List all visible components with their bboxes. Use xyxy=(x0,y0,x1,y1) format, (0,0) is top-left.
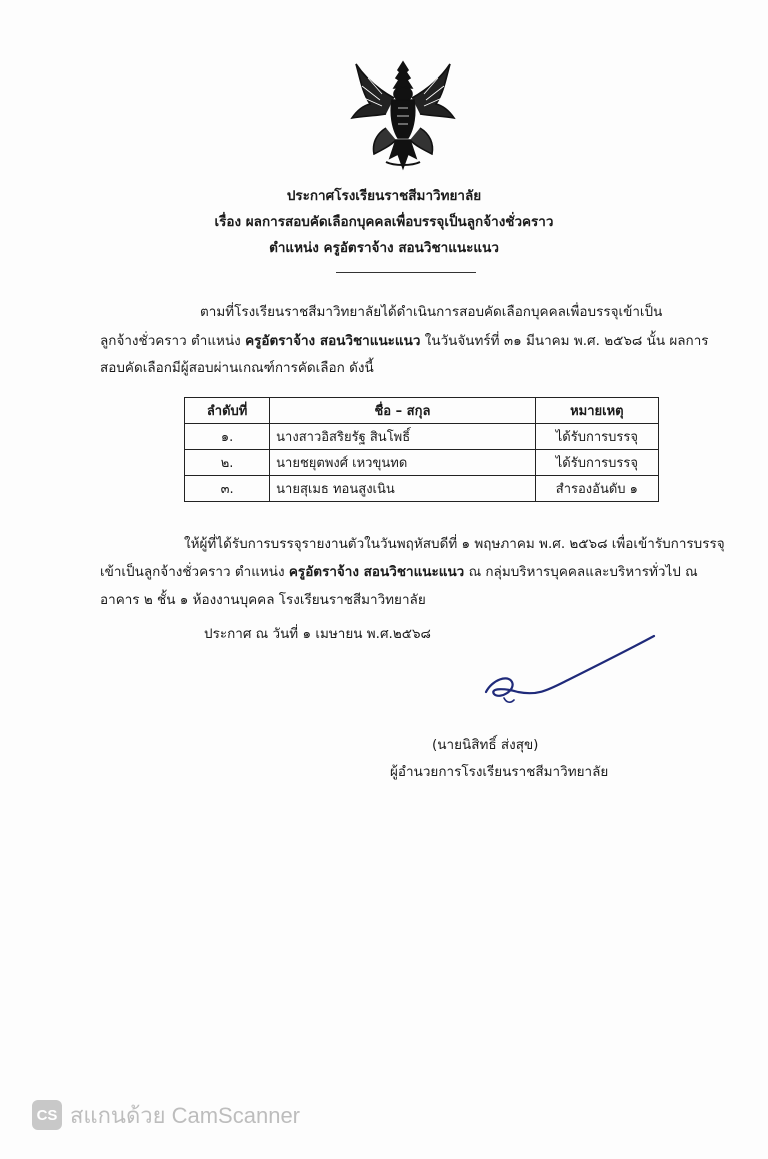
signature-icon xyxy=(478,630,688,710)
report-line-2: เข้าเป็นลูกจ้างชั่วคราว ตำแหน่ง ครูอัตราจ้าง สอนวิชาแนะแนว ณ กลุ่มบริหารบุคคลและบริหารทั่วไป ณ xyxy=(100,564,698,580)
row-name: นายสุเมธ ทอนสูงเนิน xyxy=(270,476,536,502)
camscanner-watermark xyxy=(32,1098,300,1132)
results-table xyxy=(184,397,659,502)
header-note: หมายเหตุ xyxy=(535,398,658,424)
garuda-emblem-icon xyxy=(346,58,460,174)
signatory-name: (นายนิสิทธิ์ ส่งสุข) xyxy=(432,737,539,753)
position-line: ตำแหน่ง ครูอัตราจ้าง สอนวิชาแนะแนว xyxy=(269,240,499,256)
signatory-title: ผู้อำนวยการโรงเรียนราชสีมาวิทยาลัย xyxy=(390,764,609,780)
table-row xyxy=(185,424,659,450)
row-name: นายชยุตพงศ์ เหวขุนทด xyxy=(270,450,536,476)
report-line-3: อาคาร ๒ ชั้น ๑ ห้องงานบุคคล โรงเรียนราชสีมาวิทยาลัย xyxy=(100,592,426,608)
row-number: ๓. xyxy=(185,476,270,502)
table-row xyxy=(185,450,659,476)
report-line-1: ให้ผู้ที่ได้รับการบรรจุรายงานตัวในวันพฤหัสบดีที่ ๑ พฤษภาคม พ.ศ. ๒๕๖๘ เพื่อเข้ารับการบรรจุ xyxy=(184,536,725,552)
intro-line-3: สอบคัดเลือกมีผู้สอบผ่านเกณฑ์การคัดเลือก ดังนี้ xyxy=(100,360,374,376)
intro-line-2: ลูกจ้างชั่วคราว ตำแหน่ง ครูอัตราจ้าง สอนวิชาแนะแนว ในวันจันทร์ที่ ๓๑ มีนาคม พ.ศ. ๒๕๖๘ นั้น ผลการ xyxy=(100,333,709,349)
camscanner-text: สแกนด้วย CamScanner xyxy=(70,1102,301,1128)
announcement-heading: ประกาศโรงเรียนราชสีมาวิทยาลัย xyxy=(286,188,482,204)
row-note: ได้รับการบรรจุ xyxy=(535,424,658,450)
header-name: ชื่อ – สกุล xyxy=(270,398,536,424)
divider-rule xyxy=(336,272,476,273)
header-order: ลำดับที่ xyxy=(185,398,270,424)
row-number: ๑. xyxy=(185,424,270,450)
row-note: ได้รับการบรรจุ xyxy=(535,450,658,476)
table-row xyxy=(185,476,659,502)
subject-line: เรื่อง ผลการสอบคัดเลือกบุคคลเพื่อบรรจุเป็นลูกจ้างชั่วคราว xyxy=(214,214,554,230)
intro-line-1: ตามที่โรงเรียนราชสีมาวิทยาลัยได้ดำเนินการสอบคัดเลือกบุคคลเพื่อบรรจุเข้าเป็น xyxy=(200,304,663,320)
row-name: นางสาวอิสริยรัฐ สินโพธิ์ xyxy=(270,424,536,450)
table-header-row xyxy=(185,398,659,424)
announce-date: ประกาศ ณ วันที่ ๑ เมษายน พ.ศ.๒๕๖๘ xyxy=(204,626,431,642)
row-note: สำรองอันดับ ๑ xyxy=(535,476,658,502)
camscanner-logo-icon: CS xyxy=(32,1100,62,1130)
row-number: ๒. xyxy=(185,450,270,476)
